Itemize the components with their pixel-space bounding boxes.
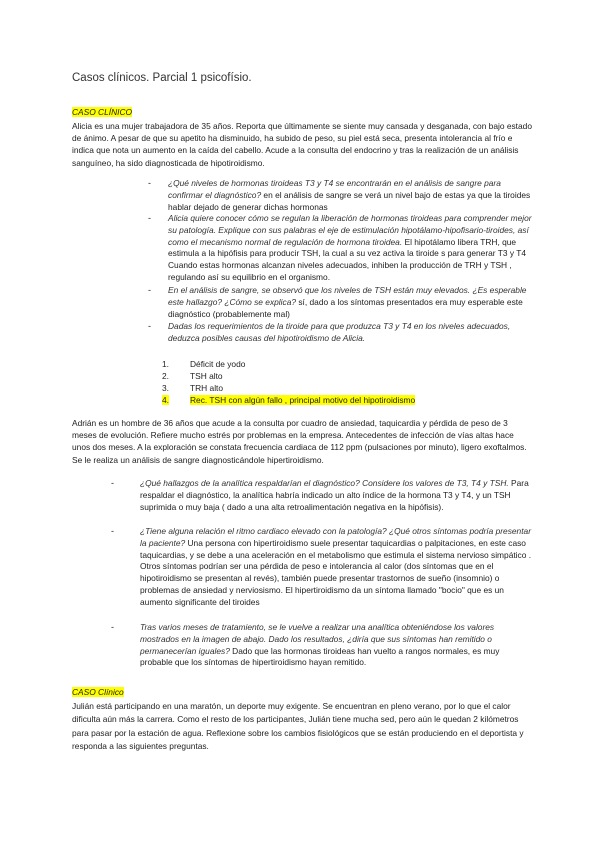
- question-2: Alicia quiere conocer cómo se regulan la liberación de hormonas tiroideas para comprender mejor su patología. Explique con sus palabras el eje de estimulación hipotálamo-hipofisario-tiroides, así como el mecanismo normal de regulación de hormona tiroidea. El hipotálamo libera TRH, que estimula a la hipófisis para producir TSH, la cual a su vez activa la tiroide s para generar T3 y T4 Cuando estas hormonas alcanzan niveles adecuados, inhiben la producción de TRH y TSH , regulando así su equilibrio en el organismo.: [168, 213, 532, 282]
- bullet-dash: -: [111, 526, 114, 536]
- list-item: 2. TSH alto: [162, 371, 223, 381]
- case1-label: CASO CLÍNICO: [72, 107, 133, 117]
- list-item: 3. TRH alto: [162, 383, 224, 393]
- question-6: ¿Tiene alguna relación el ritmo cardiaco elevado con la patología? ¿Qué otros síntomas podría presentar la paciente? Una persona con hipertiroidismo suele presentar taquicardias o palpitaciones, en este caso taquicardias, y se debe a una aceleración en el metabolismo que estimula el sistema nervioso simpático . Otros síntomas podrían ser una pérdida de peso e intolerancia al calor (dos síntomas que en el hipotiroidismo se presentan al revés), también puede presentar trastornos de sueño (insomnio) o problemas de ansiedad y nerviosismo. El hipertiroidismo da un síntoma llamado "bocio" que es un aumento significante del tiroides: [140, 526, 532, 607]
- case2-intro: Adrián es un hombre de 36 años que acude a la consulta por cuadro de ansiedad, taquicardia y pérdida de peso de 3 meses de evolución. Refiere mucho estrés por problemas en la empresa. Antecedentes de infección de vías altas hace unos dos meses. A la exploración se constata frecuencia cardiaca de 112 ppm (pulsaciones por minuto), ligero exoftalmos. Se le realiza un análisis de sangre diagnosticándole hipertiroidismo.: [72, 418, 527, 465]
- bullet-dash: -: [148, 178, 151, 188]
- bullet-dash: -: [148, 285, 151, 295]
- bullet-dash: -: [148, 213, 151, 223]
- case3-intro: Julián está participando en una maratón, un deporte muy exigente. Se encuentran en pleno verano, por lo que el calor dificulta aún más la carrera. Como el resto de los participantes, Julián tiene mucha sed, pero aún le quedan 2 kilómetros para pasar por la estación de agua. Reflexione sobre los cambios fisiológicos que se están produciendo en el deportista y responda a las siguientes preguntas.: [72, 701, 524, 752]
- bullet-dash: -: [111, 478, 114, 488]
- question-7: Tras varios meses de tratamiento, se le vuelve a realizar una analítica obteniéndose los valores mostrados en la imagen de abajo. Dado los resultados, ¿diría que sus síntomas han remitido o permanecerían iguales? Dado que las hormonas tiroideas han vuelto a rangos normales, es muy probable que los síntomas de hipertiroidismo hayan remitido.: [140, 622, 500, 668]
- bullet-dash: -: [111, 622, 114, 632]
- question-5: ¿Qué hallazgos de la analítica respaldarían el diagnóstico? Considere los valores de T3, T4 y TSH. Para respaldar el diagnóstico, la analítica habría indicado un alto índice de la hormona T3 y T4, y un TSH suprimida o muy baja ( dado a una alta retroalimentación negativa en la hipófisis).: [140, 478, 529, 512]
- question-4: Dadas los requerimientos de la tiroide para que produzca T3 y T4 en los niveles adecuados, deduzca posibles causas del hipotiroidismo de Alicia.: [168, 321, 511, 343]
- list-item-highlighted: 4. Rec. TSH con algún fallo , principal motivo del hipotiroidismo: [162, 395, 416, 405]
- case3-label: CASO Clínico: [72, 687, 124, 697]
- page-title: Casos clínicos. Parcial 1 psicofísio.: [72, 72, 252, 84]
- list-item: 1. Déficit de yodo: [162, 359, 246, 369]
- question-3: En el análisis de sangre, se observó que los niveles de TSH están muy elevados. ¿Es esperable este hallazgo? ¿Cómo se explica? sí, dado a los síntomas presentados era muy esperable este diagnóstico (probablemente mal): [168, 285, 527, 319]
- causes-list: [162, 358, 415, 406]
- question-1: ¿Qué niveles de hormonas tiroideas T3 y T4 se encontrarán en el análisis de sangre para confirmar el diagnóstico? en el análisis de sangre se verá un nivel bajo de estas ya que la tiroides hablar dejado de generar dichas hormonas: [168, 178, 531, 212]
- bullet-dash: -: [148, 321, 151, 331]
- case1-intro: Alicia es una mujer trabajadora de 35 años. Reporta que últimamente se siente muy cansada y desganada, con bajo estado de ánimo. A pesar de que su apetito ha disminuido, ha subido de peso, su piel está seca, presenta intolerancia al frío e indica que nota un aumento en la caída del cabello. Acude a la consulta del endocrino y tras la realización de un análisis sanguíneo, ha sido diagnosticada de hipotiroidismo.: [72, 121, 532, 168]
